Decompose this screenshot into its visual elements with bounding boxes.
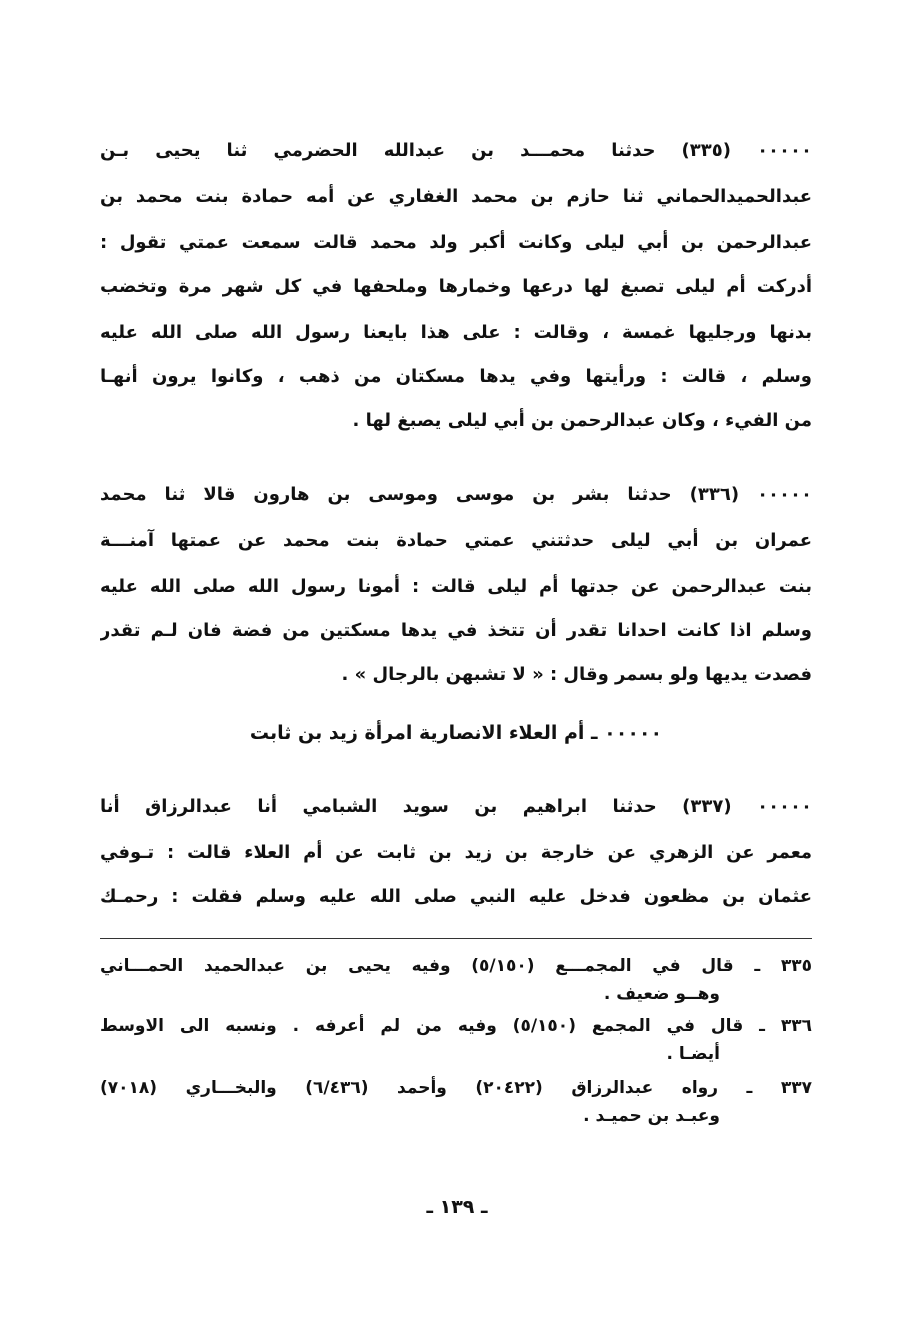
hadith-336-line-4: وسلم اذا كانت احدانا تقدر أن تتخذ في يدها مسكتين من فضة فان لـم تقدر <box>100 620 812 641</box>
footnote-337-line-2: وعبـد بن حميـد . <box>583 1106 720 1126</box>
hadith-337-line-3: عثمان بن مظعون فدخل عليه النبي صلى الله عليه وسلم فقلت : رحمـك <box>100 886 812 907</box>
hadith-337-line-1: ٠٠٠٠٠ (٣٣٧) حدثنا ابراهيم بن سويد الشبامي أنا عبدالرزاق أنا <box>100 796 812 817</box>
section-heading: ٠٠٠٠٠ ـ أم العلاء الانصارية امرأة زيد بن ثابت <box>249 722 663 744</box>
page-number: ـ ١٣٩ ـ <box>426 1196 488 1218</box>
footnote-separator <box>100 938 812 939</box>
hadith-335-line-5: بدنها ورجليها غمسة ، وقالت : على هذا بايعنا رسول الله صلى الله عليه <box>100 322 812 343</box>
hadith-335-line-4: أدركت أم ليلى تصبغ لها درعها وخمارها وملحفها في كل شهر مرة وتخضب <box>100 276 812 297</box>
footnote-336-line-2: أيضـا . <box>666 1044 720 1064</box>
hadith-336-line-2: عمران بن أبي ليلى حدثتني عمتي حمادة بنت محمد عن عمتها آمنـــة <box>100 530 812 551</box>
footnote-337-line-1: ٣٣٧ ـ رواه عبدالرزاق (٢٠٤٢٢) وأحمد (٦/٤٣٦) والبخـــاري (٧٠١٨) <box>100 1078 812 1098</box>
hadith-336-line-1: ٠٠٠٠٠ (٣٣٦) حدثنا بشر بن موسى وموسى بن هارون قالا ثنا محمد <box>100 484 812 505</box>
hadith-335-line-6: وسلم ، قالت : ورأيتها وفي يدها مسكتان من ذهب ، وكانوا يرون أنهـا <box>100 366 812 387</box>
hadith-335-line-3: عبدالرحمن بن أبي ليلى وكانت أكبر ولد محمد قالت سمعت عمتي تقول : <box>100 232 812 253</box>
footnote-335-line-2: وهــو ضعيف . <box>603 984 720 1004</box>
footnote-335-line-1: ٣٣٥ ـ قال في المجمـــع (٥/١٥٠) وفيه يحيى بن عبدالحميد الحمـــاني <box>100 956 812 976</box>
hadith-336-line-3: بنت عبدالرحمن عن جدتها أم ليلى قالت : أمونا رسول الله صلى الله عليه <box>100 576 812 597</box>
hadith-335-line-2: عبدالحميدالحماني ثنا حازم بن محمد الغفاري عن أمه حمادة بنت محمد بن <box>100 186 812 207</box>
hadith-335-line-7: من الفيء ، وكان عبدالرحمن بن أبي ليلى يصبغ لها . <box>352 410 812 431</box>
footnote-336-line-1: ٣٣٦ ـ قال في المجمع (٥/١٥٠) وفيه من لم أعرفه . ونسبه الى الاوسط <box>100 1016 812 1036</box>
hadith-335-line-1: ٠٠٠٠٠ (٣٣٥) حدثنا محمـــد بن عبدالله الحضرمي ثنا يحيى بـن <box>100 140 812 161</box>
hadith-336-line-5: فصدت يديها ولو بسمر وقال : « لا تشبهن بالرجال » . <box>341 664 812 685</box>
hadith-337-line-2: معمر عن الزهري عن خارجة بن زيد بن ثابت عن أم العلاء قالت : تـوفي <box>100 842 812 863</box>
